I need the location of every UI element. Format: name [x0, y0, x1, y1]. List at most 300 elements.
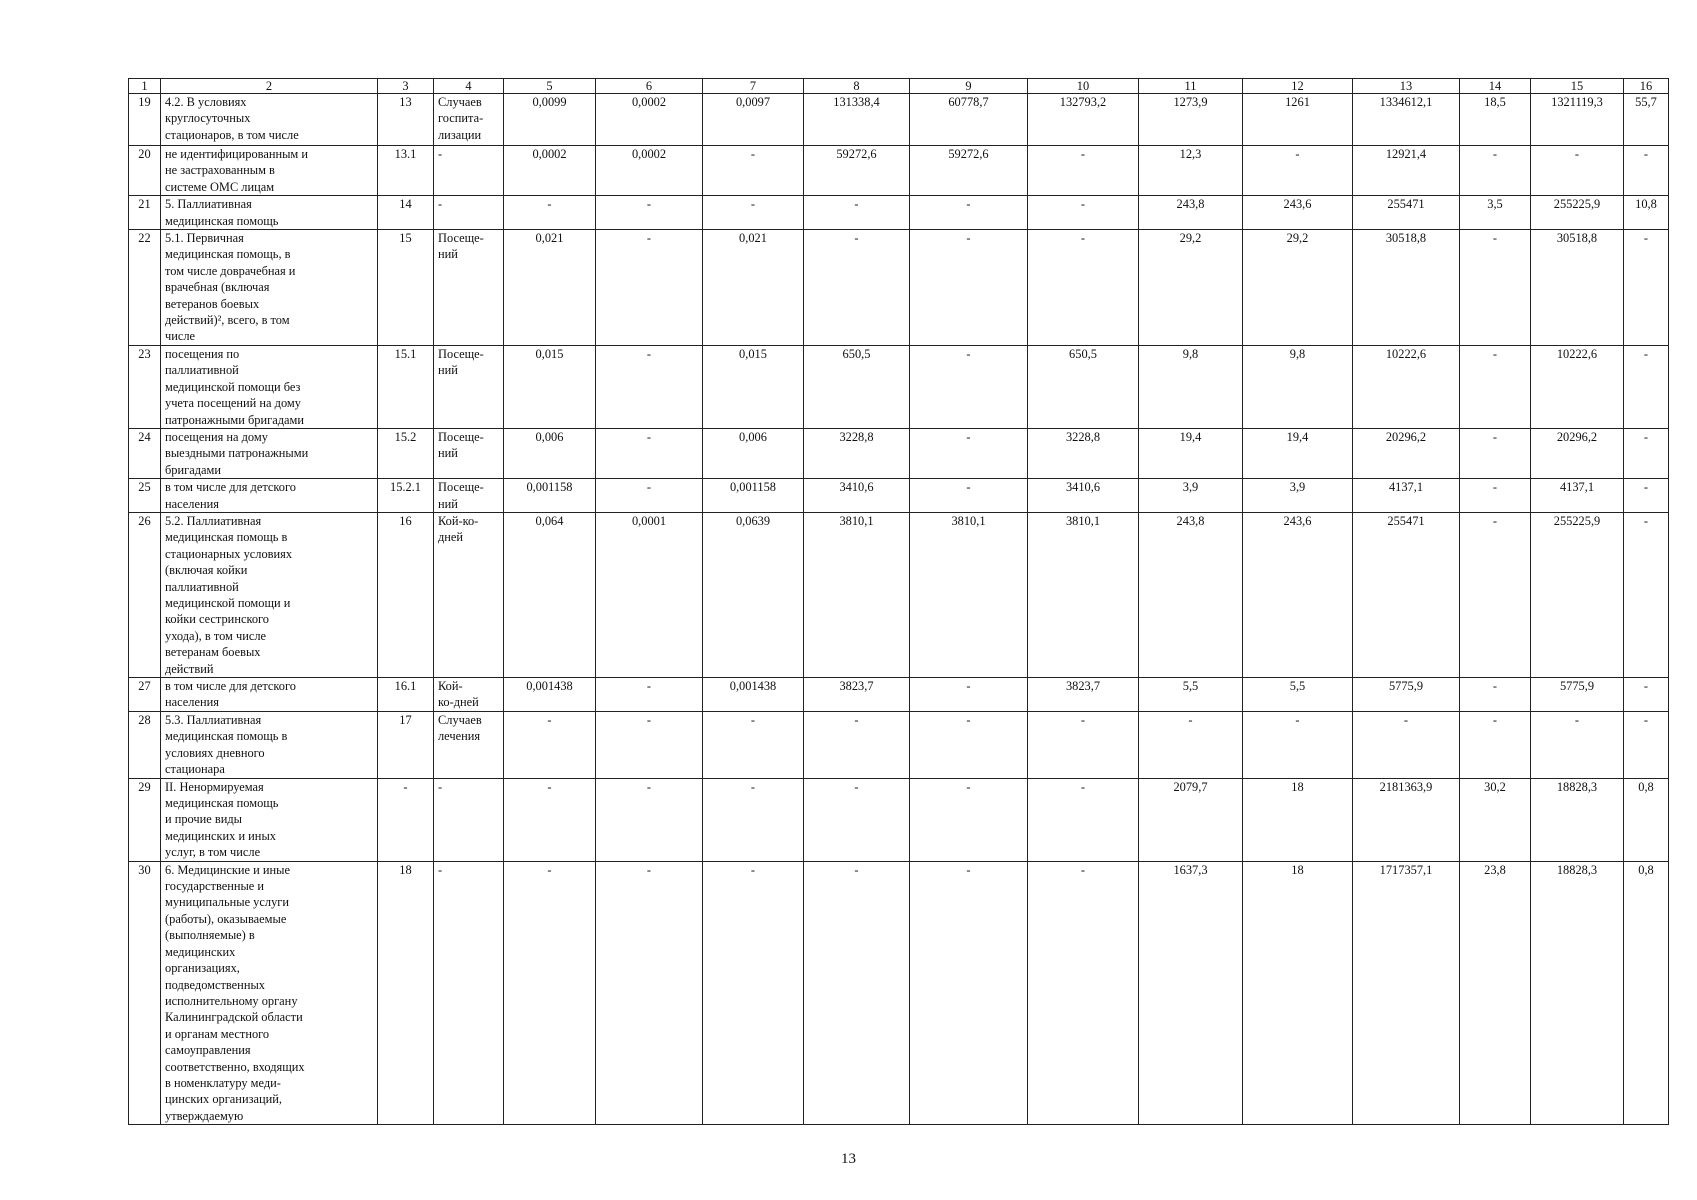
table-cell	[804, 479, 910, 513]
cell-text: в том числе для детского населения	[165, 679, 296, 710]
table-row	[129, 94, 1669, 146]
cell-text: 0,8	[1638, 862, 1654, 877]
table-cell	[504, 479, 596, 513]
table-cell	[129, 345, 161, 428]
cell-text: 132793,2	[1059, 95, 1107, 109]
cell-text: 18	[1291, 779, 1304, 794]
table-cell	[910, 428, 1028, 478]
table-cell	[1624, 230, 1669, 346]
table-cell	[1353, 712, 1460, 779]
table-cell	[1531, 778, 1624, 861]
table-row	[129, 678, 1669, 712]
table-cell	[161, 861, 378, 1125]
cell-text: 29	[138, 779, 151, 794]
table-cell	[703, 778, 804, 861]
table-cell	[1624, 712, 1669, 779]
cell-text: 0,001158	[526, 480, 573, 495]
table-row	[129, 230, 1669, 346]
cell-text: 18828,3	[1556, 862, 1598, 877]
cell-text: Посеще- ний	[438, 346, 484, 378]
table-row	[129, 861, 1669, 1125]
table-cell	[1460, 512, 1531, 677]
header-row	[129, 79, 1669, 94]
table-cell	[703, 428, 804, 478]
cell-text: -	[646, 779, 652, 794]
table-cell	[1624, 778, 1669, 861]
table-cell	[1353, 230, 1460, 346]
table-cell	[504, 712, 596, 779]
cell-text: 5.1. Первичная медицинская помощь, в том числе доврачебная и врачебная (включая ветеранов боевых действий)², всего, в том числе	[165, 231, 296, 344]
table-cell	[1028, 94, 1139, 146]
cell-text: -	[1643, 480, 1649, 495]
table-cell	[804, 94, 910, 146]
table-cell	[910, 512, 1028, 677]
column-number-6: 6	[596, 79, 703, 94]
table-cell	[1139, 146, 1243, 196]
cell-text: 12,3	[1179, 147, 1202, 161]
cell-text: 0,021	[535, 231, 564, 246]
cell-text: 17	[399, 713, 412, 727]
cell-text: 5.3. Паллиативная медицинская помощь в условиях дневного стационара	[165, 713, 288, 777]
table-cell	[804, 678, 910, 712]
table-cell	[1460, 778, 1531, 861]
cell-text: 15	[399, 231, 412, 246]
cell-text: 23,8	[1484, 862, 1506, 877]
cell-text: 0,0097	[735, 95, 771, 109]
table-cell	[910, 712, 1028, 779]
cell-text: 3823,7	[839, 679, 874, 693]
table-cell	[1624, 479, 1669, 513]
cell-text: Посеще- ний	[438, 480, 484, 511]
table-cell	[1243, 94, 1353, 146]
cell-text: -	[646, 231, 652, 246]
cell-text: 29,2	[1179, 231, 1202, 246]
cell-text: 5,5	[1289, 679, 1306, 693]
table-cell	[504, 196, 596, 230]
table-cell	[910, 196, 1028, 230]
table-cell	[596, 712, 703, 779]
cell-text: 9,8	[1182, 346, 1199, 361]
table-cell	[1028, 712, 1139, 779]
cell-text: -	[1080, 779, 1086, 794]
cell-text: -	[854, 231, 859, 246]
table-cell	[804, 146, 910, 196]
cell-text: 30518,8	[1556, 231, 1598, 246]
table-cell	[378, 778, 434, 861]
cell-text: 0,0099	[532, 95, 567, 109]
cell-text: 15.2.1	[390, 480, 421, 495]
table-cell	[804, 861, 910, 1125]
cell-text: -	[1492, 346, 1498, 361]
table-cell	[804, 196, 910, 230]
cell-text: 3823,7	[1065, 679, 1101, 693]
table-cell	[1460, 345, 1531, 428]
column-number-13: 13	[1353, 79, 1460, 94]
cell-text: 21	[138, 197, 151, 212]
cell-text: -	[1080, 147, 1086, 161]
cell-text: 131338,4	[833, 95, 880, 109]
table-cell	[1353, 94, 1460, 146]
cell-text: 3228,8	[839, 429, 874, 444]
table-cell	[434, 230, 504, 346]
table-cell	[1139, 861, 1243, 1125]
cell-text: 4137,1	[1559, 480, 1595, 495]
table-cell	[129, 230, 161, 346]
table-cell	[910, 678, 1028, 712]
cell-text: -	[854, 713, 859, 727]
column-number-14: 14	[1460, 79, 1531, 94]
cell-text: 6. Медицинские и иные государственные и муниципальные услуги (работы), оказываемые (выполняемые) в медицинских организациях, подведомственных исполнительному органу Калининградской области и органам местного самоуправления соответственно, входящих в номенклатуру меди- цинских организаций, утверждаемую	[165, 862, 305, 1123]
table-cell	[434, 778, 504, 861]
table-cell	[596, 778, 703, 861]
cell-text: 0,0002	[532, 147, 567, 161]
cell-text: посещения по паллиативной медицинской помощи без учета посещений на дому патронажными бригадами	[165, 346, 304, 427]
cell-text: -	[1080, 197, 1086, 212]
cell-text: 18	[399, 862, 412, 877]
table-cell	[1139, 778, 1243, 861]
table-cell	[703, 146, 804, 196]
table-row	[129, 428, 1669, 478]
column-number-7: 7	[703, 79, 804, 94]
cell-text: -	[1403, 713, 1409, 727]
cell-text: 0,001438	[526, 679, 573, 693]
table-cell	[1460, 230, 1531, 346]
cell-text: 3810,1	[951, 513, 986, 528]
column-number-5: 5	[504, 79, 596, 94]
column-number-9: 9	[910, 79, 1028, 94]
table-cell	[434, 345, 504, 428]
table-cell	[1028, 861, 1139, 1125]
table-cell	[129, 146, 161, 196]
cell-text: в том числе для детского населения	[165, 480, 296, 511]
cell-text: 255471	[1387, 513, 1425, 528]
table-cell	[1624, 512, 1669, 677]
table-cell	[504, 230, 596, 346]
table-cell	[1531, 230, 1624, 346]
cell-text: 9,8	[1289, 346, 1306, 361]
table-cell	[1028, 196, 1139, 230]
table-cell	[910, 146, 1028, 196]
table-cell	[1353, 196, 1460, 230]
table-cell	[1028, 146, 1139, 196]
cell-text: 19,4	[1286, 429, 1309, 444]
table-cell	[1028, 345, 1139, 428]
cell-text: -	[966, 429, 971, 444]
table-cell	[161, 678, 378, 712]
cell-text: 4.2. В условиях круглосуточных стационаров, в том числе	[165, 95, 299, 142]
table-cell	[804, 712, 910, 779]
table-cell	[378, 712, 434, 779]
cell-text: 24	[138, 429, 151, 444]
cell-text: 59272,6	[948, 147, 989, 161]
table-body	[129, 79, 1669, 1125]
table-row	[129, 345, 1669, 428]
cell-text: 15.2	[394, 429, 417, 444]
table-cell	[504, 428, 596, 478]
table-cell	[703, 479, 804, 513]
cell-text: 0,0002	[631, 147, 667, 161]
table-cell	[1624, 428, 1669, 478]
table-cell	[378, 345, 434, 428]
table-cell	[910, 345, 1028, 428]
cell-text: -	[966, 679, 971, 693]
cell-text: 27	[138, 679, 151, 693]
table-cell	[434, 146, 504, 196]
cell-text: 18828,3	[1556, 779, 1598, 794]
cell-text: -	[1295, 147, 1300, 161]
table-cell	[434, 512, 504, 677]
table-cell	[703, 712, 804, 779]
table-cell	[1028, 778, 1139, 861]
cell-text: 13	[399, 95, 412, 109]
table-cell	[434, 94, 504, 146]
cell-text: -	[1492, 513, 1498, 528]
cell-text: -	[646, 862, 652, 877]
table-cell	[378, 512, 434, 677]
cell-text: 1321119,3	[1551, 95, 1603, 109]
table-cell	[1353, 678, 1460, 712]
cell-text: 14	[399, 197, 412, 212]
cell-text: 3,5	[1487, 197, 1503, 212]
table-cell	[161, 778, 378, 861]
cell-text: 10222,6	[1385, 346, 1427, 361]
table-cell	[161, 196, 378, 230]
table-cell	[161, 512, 378, 677]
cell-text: -	[1492, 480, 1498, 495]
cell-text: 29,2	[1286, 231, 1309, 246]
cell-text: 15.1	[394, 346, 417, 361]
table-cell	[1353, 479, 1460, 513]
cell-text: 13.1	[394, 147, 417, 161]
table-cell	[1243, 712, 1353, 779]
cell-text: 16.1	[394, 679, 417, 693]
cell-text: -	[750, 147, 756, 161]
cell-text: 0,001438	[729, 679, 777, 693]
cell-text: -	[966, 346, 971, 361]
column-number-2: 2	[161, 79, 378, 94]
table-cell	[378, 196, 434, 230]
cell-text: -	[438, 147, 443, 161]
table-cell	[161, 428, 378, 478]
table-cell	[129, 428, 161, 478]
cell-text: -	[1643, 147, 1649, 161]
table-cell	[1139, 479, 1243, 513]
cell-text: -	[966, 713, 971, 727]
table-cell	[1460, 196, 1531, 230]
table-cell	[804, 778, 910, 861]
table-cell	[1460, 712, 1531, 779]
cell-text: 0,0001	[631, 513, 667, 528]
table-cell	[129, 196, 161, 230]
cell-text: 20	[138, 147, 151, 161]
cell-text: 0,006	[739, 429, 767, 444]
cell-text: 1334612,1	[1379, 95, 1433, 109]
table-cell	[1139, 678, 1243, 712]
cell-text: II. Ненормируемая медицинская помощь и прочие виды медицинских и иных услуг, в том числе	[165, 779, 279, 860]
table-cell	[434, 196, 504, 230]
table-cell	[161, 94, 378, 146]
cell-text: 243,6	[1283, 197, 1312, 212]
table-cell	[504, 146, 596, 196]
cell-text: 5775,9	[1559, 679, 1595, 693]
cell-text: 20296,2	[1556, 429, 1598, 444]
cell-text: 1273,9	[1173, 95, 1208, 109]
cell-text: 0,015	[535, 346, 564, 361]
table-cell	[1460, 428, 1531, 478]
cell-text: -	[1643, 429, 1649, 444]
table-cell	[434, 428, 504, 478]
column-number-1: 1	[129, 79, 161, 94]
cell-text: 18	[1291, 862, 1304, 877]
cell-text: 25	[138, 480, 151, 495]
table-cell	[161, 146, 378, 196]
cell-text: 12921,4	[1385, 147, 1427, 161]
table-cell	[804, 512, 910, 677]
table-cell	[1139, 94, 1243, 146]
table-cell	[596, 146, 703, 196]
cell-text: 23	[138, 346, 151, 361]
cell-text: -	[547, 713, 552, 727]
cell-text: 22	[138, 231, 151, 246]
cell-text: -	[403, 779, 408, 794]
table-cell	[1624, 861, 1669, 1125]
cell-text: -	[966, 231, 971, 246]
table-cell	[910, 94, 1028, 146]
table-cell	[703, 230, 804, 346]
table-cell	[1460, 479, 1531, 513]
cell-text: -	[1492, 713, 1498, 727]
cell-text: -	[646, 197, 652, 212]
table-cell	[378, 678, 434, 712]
table-cell	[1353, 345, 1460, 428]
cell-text: 0,8	[1638, 779, 1654, 794]
cell-text: 30518,8	[1385, 231, 1427, 246]
cell-text: посещения на дому выездными патронажными бригадами	[165, 429, 309, 477]
table-cell	[703, 861, 804, 1125]
table-cell	[804, 428, 910, 478]
table-cell	[596, 678, 703, 712]
table-cell	[1531, 861, 1624, 1125]
table-cell	[161, 479, 378, 513]
table-cell	[1243, 196, 1353, 230]
table-cell	[1243, 678, 1353, 712]
cell-text: -	[966, 862, 971, 877]
table-cell	[1028, 678, 1139, 712]
table-cell	[1353, 778, 1460, 861]
cell-text: -	[547, 197, 552, 212]
cell-text: 650,5	[842, 346, 871, 361]
table-cell	[1028, 428, 1139, 478]
cell-text: -	[1492, 679, 1498, 693]
cell-text: -	[1080, 862, 1086, 877]
cell-text: 255471	[1387, 197, 1425, 212]
table-cell	[1243, 479, 1353, 513]
cell-text: -	[646, 480, 652, 495]
cell-text: 26	[138, 513, 151, 528]
cell-text: 28	[138, 713, 151, 727]
cell-text: 1261	[1285, 95, 1310, 109]
cell-text: 1637,3	[1173, 862, 1208, 877]
table-row	[129, 479, 1669, 513]
cell-text: 1717357,1	[1379, 862, 1433, 877]
table-cell	[1531, 94, 1624, 146]
cell-text: -	[1643, 231, 1649, 246]
cell-text: -	[854, 197, 859, 212]
cell-text: 4137,1	[1388, 480, 1424, 495]
table-cell	[129, 512, 161, 677]
table-cell	[161, 712, 378, 779]
table-cell	[1243, 146, 1353, 196]
table-row	[129, 146, 1669, 196]
table-cell	[1243, 345, 1353, 428]
cell-text: -	[1643, 679, 1649, 693]
data-table	[128, 78, 1669, 1125]
cell-text: 2079,7	[1173, 779, 1208, 794]
cell-text: -	[966, 779, 971, 794]
table-cell	[596, 428, 703, 478]
table-cell	[1353, 512, 1460, 677]
table-cell	[378, 479, 434, 513]
table-cell	[703, 94, 804, 146]
cell-text: 0,001158	[729, 480, 776, 495]
cell-text: 16	[399, 513, 412, 528]
table-cell	[1531, 345, 1624, 428]
cell-text: 255225,9	[1553, 513, 1601, 528]
table-cell	[1460, 146, 1531, 196]
cell-text: 2181363,9	[1379, 779, 1433, 794]
table-cell	[703, 196, 804, 230]
cell-text: -	[1492, 231, 1498, 246]
cell-text: 20296,2	[1385, 429, 1427, 444]
table-cell	[1624, 345, 1669, 428]
table-cell	[1139, 196, 1243, 230]
table-cell	[596, 345, 703, 428]
table-cell	[910, 479, 1028, 513]
cell-text: Кой-ко- дней	[438, 513, 479, 545]
cell-text: 0,0002	[631, 95, 667, 109]
table-cell	[161, 230, 378, 346]
table-cell	[129, 712, 161, 779]
cell-text: -	[646, 679, 652, 693]
cell-text: 650,5	[1069, 346, 1097, 361]
table-cell	[434, 712, 504, 779]
table-cell	[1028, 512, 1139, 677]
cell-text: 3810,1	[839, 513, 874, 528]
cell-text: 243,8	[1176, 513, 1205, 528]
table-row	[129, 196, 1669, 230]
table-cell	[1243, 778, 1353, 861]
table-cell	[129, 479, 161, 513]
cell-text: 59272,6	[836, 147, 877, 161]
table-cell	[1531, 428, 1624, 478]
cell-text: -	[1574, 713, 1580, 727]
cell-text: 55,7	[1635, 95, 1657, 109]
cell-text: 5775,9	[1388, 679, 1424, 693]
cell-text: -	[1080, 231, 1086, 246]
cell-text: 30,2	[1484, 779, 1506, 794]
table-cell	[1531, 678, 1624, 712]
table-cell	[129, 778, 161, 861]
table-cell	[504, 345, 596, 428]
cell-text: 10,8	[1635, 197, 1657, 212]
table-cell	[703, 512, 804, 677]
cell-text: 19	[138, 95, 151, 109]
table-cell	[378, 94, 434, 146]
cell-text: -	[750, 779, 756, 794]
cell-text: 5.2. Паллиативная медицинская помощь в стационарных условиях (включая койки паллиативной медицинской помощи и койки сестринского ухода), в том числе ветеранам боевых действий	[165, 513, 293, 676]
table-cell	[1353, 428, 1460, 478]
table-cell	[910, 778, 1028, 861]
